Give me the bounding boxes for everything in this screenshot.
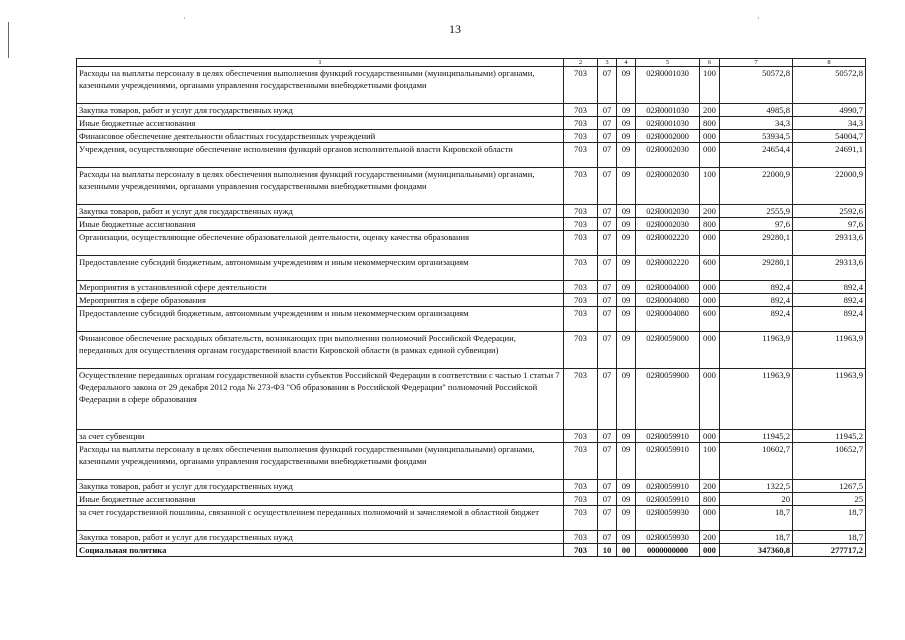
column-number: 2 xyxy=(564,59,598,67)
row-name: Закупка товаров, работ и услуг для государственных нужд xyxy=(77,104,564,117)
code-section: 07 xyxy=(598,332,617,369)
code-subsection: 09 xyxy=(617,531,636,544)
code-section: 07 xyxy=(598,256,617,281)
row-name: Иные бюджетные ассигнования xyxy=(77,117,564,130)
table-row xyxy=(77,143,866,168)
column-number: 3 xyxy=(598,59,617,67)
row-name: Расходы на выплаты персоналу в целях обеспечения выполнения функций государственными (муниципальными) органами, казенными учреждениями, органами управления государственными внебюджетными фондами xyxy=(77,443,564,480)
code-expense-type: 100 xyxy=(700,168,720,205)
code-section: 07 xyxy=(598,531,617,544)
code-subsection: 09 xyxy=(617,218,636,231)
amount-plan: 22000,9 xyxy=(720,168,793,205)
row-name: Учреждения, осуществляющие обеспечение исполнения функций органов исполнительной власти Кировской области xyxy=(77,143,564,168)
amount-plan: 892,4 xyxy=(720,294,793,307)
code-expense-type: 200 xyxy=(700,480,720,493)
code-expense-type: 200 xyxy=(700,104,720,117)
row-name: за счет государственной пошлины, связанной с осуществлением переданных полномочий и зачисляемой в областной бюджет xyxy=(77,506,564,531)
row-name: Иные бюджетные ассигнования xyxy=(77,493,564,506)
code-target-article: 02Я0004080 xyxy=(636,307,700,332)
code-target-article: 02Я0001030 xyxy=(636,104,700,117)
amount-plan: 18,7 xyxy=(720,506,793,531)
budget-table xyxy=(76,58,866,557)
amount-actual: 29313,6 xyxy=(793,231,866,256)
amount-plan: 11963,9 xyxy=(720,332,793,369)
code-ved: 703 xyxy=(564,218,598,231)
code-section: 07 xyxy=(598,168,617,205)
code-ved: 703 xyxy=(564,332,598,369)
amount-plan: 892,4 xyxy=(720,307,793,332)
code-target-article: 02Я0002220 xyxy=(636,256,700,281)
code-expense-type: 000 xyxy=(700,294,720,307)
code-ved: 703 xyxy=(564,67,598,104)
code-ved: 703 xyxy=(564,531,598,544)
column-number: 5 xyxy=(636,59,700,67)
table-row xyxy=(77,168,866,205)
amount-actual: 22000,9 xyxy=(793,168,866,205)
column-number: 7 xyxy=(720,59,793,67)
amount-actual: 29313,6 xyxy=(793,256,866,281)
code-target-article: 02Я0002030 xyxy=(636,205,700,218)
code-target-article: 02Я0002030 xyxy=(636,218,700,231)
code-ved: 703 xyxy=(564,117,598,130)
column-number: 4 xyxy=(617,59,636,67)
code-target-article: 02Я0059930 xyxy=(636,531,700,544)
row-name: Социальная политика xyxy=(77,544,564,557)
amount-actual: 11963,9 xyxy=(793,369,866,430)
code-ved: 703 xyxy=(564,205,598,218)
table-row xyxy=(77,332,866,369)
code-expense-type: 600 xyxy=(700,256,720,281)
amount-actual: 11963,9 xyxy=(793,332,866,369)
code-section: 07 xyxy=(598,294,617,307)
code-ved: 703 xyxy=(564,430,598,443)
amount-plan: 20 xyxy=(720,493,793,506)
table-row xyxy=(77,480,866,493)
code-section: 07 xyxy=(598,218,617,231)
scan-mark-right: · xyxy=(757,14,760,23)
code-ved: 703 xyxy=(564,506,598,531)
code-ved: 703 xyxy=(564,307,598,332)
code-ved: 703 xyxy=(564,493,598,506)
code-target-article: 02Я0001030 xyxy=(636,117,700,130)
column-number: 6 xyxy=(700,59,720,67)
row-name: Предоставление субсидий бюджетным, автономным учреждениям и иным некоммерческим организациям xyxy=(77,307,564,332)
column-number: 8 xyxy=(793,59,866,67)
amount-actual: 18,7 xyxy=(793,506,866,531)
amount-plan: 347360,8 xyxy=(720,544,793,557)
code-expense-type: 000 xyxy=(700,281,720,294)
code-expense-type: 000 xyxy=(700,143,720,168)
column-number-row xyxy=(77,59,866,67)
code-subsection: 09 xyxy=(617,67,636,104)
amount-actual: 277717,2 xyxy=(793,544,866,557)
code-ved: 703 xyxy=(564,369,598,430)
code-expense-type: 000 xyxy=(700,544,720,557)
table-row xyxy=(77,281,866,294)
table-row xyxy=(77,506,866,531)
table-row xyxy=(77,205,866,218)
amount-actual: 892,4 xyxy=(793,307,866,332)
table-row xyxy=(77,231,866,256)
amount-actual: 11945,2 xyxy=(793,430,866,443)
amount-plan: 4985,8 xyxy=(720,104,793,117)
code-expense-type: 800 xyxy=(700,493,720,506)
amount-actual: 24691,1 xyxy=(793,143,866,168)
code-ved: 703 xyxy=(564,281,598,294)
row-name: Закупка товаров, работ и услуг для государственных нужд xyxy=(77,531,564,544)
code-subsection: 09 xyxy=(617,256,636,281)
code-ved: 703 xyxy=(564,231,598,256)
code-expense-type: 600 xyxy=(700,307,720,332)
code-expense-type: 200 xyxy=(700,531,720,544)
amount-plan: 50572,8 xyxy=(720,67,793,104)
row-name: Закупка товаров, работ и услуг для государственных нужд xyxy=(77,480,564,493)
row-name: Финансовое обеспечение расходных обязательств, возникающих при выполнении полномочий Российской Федерации, переданных для осуществления органам государственной власти Кировской области (в рамках единой субвенции) xyxy=(77,332,564,369)
code-ved: 703 xyxy=(564,544,598,557)
code-target-article: 02Я0059900 xyxy=(636,369,700,430)
table-row xyxy=(77,130,866,143)
page-number: 13 xyxy=(449,22,461,36)
table-row xyxy=(77,117,866,130)
table-row xyxy=(77,256,866,281)
amount-plan: 34,3 xyxy=(720,117,793,130)
table-row xyxy=(77,430,866,443)
code-target-article: 02Я0002030 xyxy=(636,143,700,168)
code-section: 07 xyxy=(598,130,617,143)
code-subsection: 09 xyxy=(617,493,636,506)
code-expense-type: 000 xyxy=(700,506,720,531)
code-section: 07 xyxy=(598,231,617,256)
row-name: Финансовое обеспечение деятельности областных государственных учреждений xyxy=(77,130,564,143)
row-name: за счет субвенции xyxy=(77,430,564,443)
code-section: 07 xyxy=(598,104,617,117)
amount-actual: 10652,7 xyxy=(793,443,866,480)
code-target-article: 02Я0059930 xyxy=(636,506,700,531)
amount-plan: 2555,9 xyxy=(720,205,793,218)
code-section: 07 xyxy=(598,506,617,531)
code-expense-type: 000 xyxy=(700,430,720,443)
code-subsection: 09 xyxy=(617,332,636,369)
amount-plan: 892,4 xyxy=(720,281,793,294)
row-name: Расходы на выплаты персоналу в целях обеспечения выполнения функций государственными (муниципальными) органами, казенными учреждениями, органами управления государственными внебюджетными фондами xyxy=(77,67,564,104)
code-section: 10 xyxy=(598,544,617,557)
code-section: 07 xyxy=(598,307,617,332)
code-subsection: 09 xyxy=(617,430,636,443)
code-subsection: 00 xyxy=(617,544,636,557)
code-expense-type: 100 xyxy=(700,443,720,480)
column-number: 1 xyxy=(77,59,564,67)
amount-actual: 18,7 xyxy=(793,531,866,544)
table-row xyxy=(77,294,866,307)
code-expense-type: 000 xyxy=(700,332,720,369)
amount-actual: 50572,8 xyxy=(793,67,866,104)
code-subsection: 09 xyxy=(617,117,636,130)
row-name: Закупка товаров, работ и услуг для государственных нужд xyxy=(77,205,564,218)
code-ved: 703 xyxy=(564,143,598,168)
code-section: 07 xyxy=(598,480,617,493)
page-edge-line xyxy=(8,22,9,58)
table-row xyxy=(77,443,866,480)
amount-actual: 54004,7 xyxy=(793,130,866,143)
amount-plan: 11945,2 xyxy=(720,430,793,443)
code-subsection: 09 xyxy=(617,480,636,493)
code-expense-type: 000 xyxy=(700,231,720,256)
amount-plan: 11963,9 xyxy=(720,369,793,430)
code-ved: 703 xyxy=(564,168,598,205)
code-section: 07 xyxy=(598,67,617,104)
amount-actual: 892,4 xyxy=(793,294,866,307)
amount-actual: 4990,7 xyxy=(793,104,866,117)
amount-plan: 29280,1 xyxy=(720,231,793,256)
code-target-article: 02Я0059910 xyxy=(636,443,700,480)
code-subsection: 09 xyxy=(617,231,636,256)
code-section: 07 xyxy=(598,443,617,480)
code-subsection: 09 xyxy=(617,281,636,294)
table-row xyxy=(77,67,866,104)
code-subsection: 09 xyxy=(617,205,636,218)
code-expense-type: 800 xyxy=(700,117,720,130)
code-target-article: 02Я0059000 xyxy=(636,332,700,369)
amount-plan: 97,6 xyxy=(720,218,793,231)
code-target-article: 02Я0004000 xyxy=(636,281,700,294)
amount-plan: 24654,4 xyxy=(720,143,793,168)
row-name: Расходы на выплаты персоналу в целях обеспечения выполнения функций государственными (муниципальными) органами, казенными учреждениями, органами управления государственными внебюджетными фондами xyxy=(77,168,564,205)
code-subsection: 09 xyxy=(617,130,636,143)
code-target-article: 02Я0059910 xyxy=(636,430,700,443)
scan-mark-left: · xyxy=(183,14,186,23)
code-section: 07 xyxy=(598,430,617,443)
amount-plan: 18,7 xyxy=(720,531,793,544)
code-section: 07 xyxy=(598,117,617,130)
code-ved: 703 xyxy=(564,104,598,117)
code-section: 07 xyxy=(598,369,617,430)
amount-actual: 2592,6 xyxy=(793,205,866,218)
table-row xyxy=(77,544,866,557)
code-subsection: 09 xyxy=(617,443,636,480)
amount-plan: 10602,7 xyxy=(720,443,793,480)
code-ved: 703 xyxy=(564,256,598,281)
code-ved: 703 xyxy=(564,480,598,493)
code-expense-type: 000 xyxy=(700,369,720,430)
code-target-article: 0000000000 xyxy=(636,544,700,557)
amount-actual: 25 xyxy=(793,493,866,506)
amount-plan: 1322,5 xyxy=(720,480,793,493)
row-name: Осуществление переданных органам государственной власти субъектов Российской Федерации в соответствии с частью 1 статьи 7 Федерального закона от 29 декабря 2012 года № 273-ФЗ "Об образовании в Российской Федерации" полномочий Российской Федерации в сфере образования xyxy=(77,369,564,430)
code-section: 07 xyxy=(598,493,617,506)
table-row xyxy=(77,218,866,231)
code-target-article: 02Я0059910 xyxy=(636,480,700,493)
code-target-article: 02Я0004080 xyxy=(636,294,700,307)
code-target-article: 02Я0002030 xyxy=(636,168,700,205)
amount-actual: 97,6 xyxy=(793,218,866,231)
amount-plan: 53934,5 xyxy=(720,130,793,143)
code-expense-type: 100 xyxy=(700,67,720,104)
code-target-article: 02Я0002000 xyxy=(636,130,700,143)
amount-actual: 892,4 xyxy=(793,281,866,294)
row-name: Предоставление субсидий бюджетным, автономным учреждениям и иным некоммерческим организациям xyxy=(77,256,564,281)
code-target-article: 02Я0001030 xyxy=(636,67,700,104)
code-expense-type: 800 xyxy=(700,218,720,231)
table-row xyxy=(77,104,866,117)
table-row xyxy=(77,531,866,544)
amount-actual: 34,3 xyxy=(793,117,866,130)
code-expense-type: 000 xyxy=(700,130,720,143)
code-ved: 703 xyxy=(564,130,598,143)
row-name: Мероприятия в сфере образования xyxy=(77,294,564,307)
table-row xyxy=(77,369,866,430)
table-row xyxy=(77,307,866,332)
table-row xyxy=(77,493,866,506)
code-subsection: 09 xyxy=(617,143,636,168)
code-ved: 703 xyxy=(564,443,598,480)
code-subsection: 09 xyxy=(617,168,636,205)
code-section: 07 xyxy=(598,205,617,218)
code-expense-type: 200 xyxy=(700,205,720,218)
amount-actual: 1267,5 xyxy=(793,480,866,493)
code-target-article: 02Я0002220 xyxy=(636,231,700,256)
row-name: Организации, осуществляющие обеспечение образовательной деятельности, оценку качества образования xyxy=(77,231,564,256)
code-section: 07 xyxy=(598,281,617,294)
code-subsection: 09 xyxy=(617,104,636,117)
code-subsection: 09 xyxy=(617,294,636,307)
code-subsection: 09 xyxy=(617,307,636,332)
code-subsection: 09 xyxy=(617,369,636,430)
row-name: Иные бюджетные ассигнования xyxy=(77,218,564,231)
row-name: Мероприятия в установленной сфере деятельности xyxy=(77,281,564,294)
code-ved: 703 xyxy=(564,294,598,307)
amount-plan: 29280,1 xyxy=(720,256,793,281)
code-target-article: 02Я0059910 xyxy=(636,493,700,506)
code-section: 07 xyxy=(598,143,617,168)
code-subsection: 09 xyxy=(617,506,636,531)
